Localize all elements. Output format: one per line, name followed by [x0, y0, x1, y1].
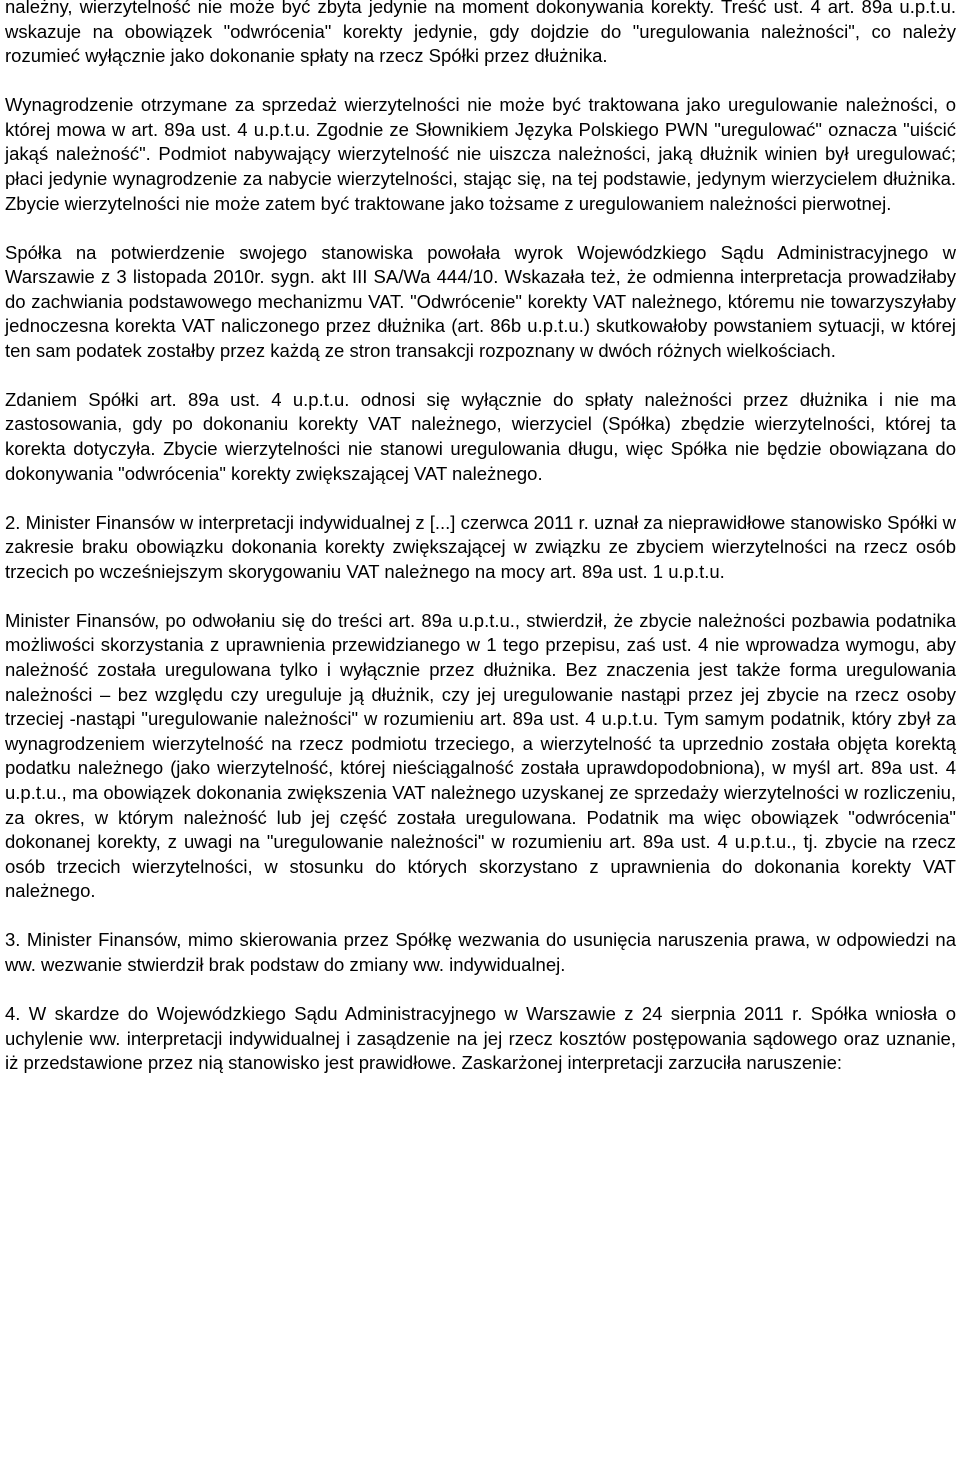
paragraph-4: Zdaniem Spółki art. 89a ust. 4 u.p.t.u. odnosi się wyłącznie do spłaty należności przez dłużnika i nie ma zastosowania, gdy po dokonaniu korekty VAT należnego, wierzyciel (Spółka) zbędzie wierzytelności, której ta korekta dotyczyła. Zbycie wierzytelności nie stanowi uregulowania długu, więc Spółka nie będzie obowiązana do dokonywania "odwrócenia" korekty zwiększającej VAT należnego.: [5, 388, 956, 484]
paragraph-5: 2. Minister Finansów w interpretacji indywidualnej z [...] czerwca 2011 r. uznał za nieprawidłowe stanowisko Spółki w zakresie braku obowiązku dokonania korekty zwiększającej w związku ze zbyciem wierzytelności na rzecz osób trzecich po wcześniejszym skorygowaniu VAT należnego na mocy art. 89a ust. 1 u.p.t.u.: [5, 511, 956, 582]
paragraph-8: 4. W skardze do Wojewódzkiego Sądu Administracyjnego w Warszawie z 24 sierpnia 2011 r. Spółka wniosła o uchylenie ww. interpretacji indywidualnej i zasądzenie na jej rzecz kosztów postępowania sądowego oraz uznanie, iż przedstawione przez nią stanowisko jest prawidłowe. Zaskarżonej interpretacji zarzuciła naruszenie:: [5, 1002, 956, 1074]
paragraph-6: Minister Finansów, po odwołaniu się do treści art. 89a u.p.t.u., stwierdził, że zbycie należności pozbawia podatnika możliwości skorzystania z uprawnienia przewidzianego w 1 tego przepisu, zaś ust. 4 nie wprowadza wymogu, aby należność została uregulowana tylko i wyłącznie przez dłużnika. Bez znaczenia jest także forma uregulowania należności – bez względu czy ureguluje ją dłużnik, czy jej uregulowanie nastąpi przez jej zbycie na rzecz osoby trzeciej -nastąpi "uregulowanie należności" w rozumieniu art. 89a ust. 4 u.p.t.u. Tym samym podatnik, który zbył za wynagrodzeniem wierzytelność na rzecz podmiotu trzeciego, a wierzytelność ta uprzednio została objęta korektą podatku należnego (jako wierzytelność, której nieściągalność została uprawdopodobniona), w myśl art. 89a ust. 4 u.p.t.u., ma obowiązek dokonania zwiększenia VAT należnego uzyskanej ze sprzedaży wierzytelności w rozliczeniu, za okres, w którym należność lub jej część została uregulowana. Podatnik ma więc obowiązek "odwrócenia" dokonanej korekty, z uwagi na "uregulowanie należności" w rozumieniu art. 89a ust. 4 u.p.t.u., tj. zbycie na rzecz osób trzecich wierzytelności, w stosunku do których skorzystano z uprawnienia do dokonania korekty VAT należnego.: [5, 609, 956, 902]
paragraph-2: Wynagrodzenie otrzymane za sprzedaż wierzytelności nie może być traktowana jako uregulowanie należności, o której mowa w art. 89a ust. 4 u.p.t.u. Zgodnie ze Słownikiem Języka Polskiego PWN "uregulować" oznacza "uiścić jakąś należność". Podmiot nabywający wierzytelność nie uiszcza należności, jaką dłużnik winien był uregulować; płaci jedynie wynagrodzenie za nabycie wierzytelności, stając się, na tej podstawie, jedynym wierzycielem dłużnika. Zbycie wierzytelności nie może zatem być traktowane jako tożsame z uregulowaniem należności pierwotnej.: [5, 94, 956, 214]
paragraph-7: 3. Minister Finansów, mimo skierowania przez Spółkę wezwania do usunięcia naruszenia prawa, w odpowiedzi na ww. wezwanie stwierdził brak podstaw do zmiany ww. indywidualnej.: [5, 929, 956, 975]
paragraph-3: Spółka na potwierdzenie swojego stanowiska powołała wyrok Wojewódzkiego Sądu Administracyjnego w Warszawie z 3 listopada 2010r. sygn. akt III SA/Wa 444/10. Wskazała też, że odmienna interpretacja prowadziłaby do zachwiania podstawowego mechanizmu VAT. "Odwrócenie" korekty VAT należnego, któremu nie towarzyszyłaby jednoczesna korekta VAT naliczonego przez dłużnika (art. 86b u.p.t.u.) skutkowałoby powstaniem sytuacji, w której ten sam podatek zostałby przez każdą ze stron transakcji rozpoznany w dwóch różnych wielkościach.: [5, 241, 956, 361]
paragraph-1: należny, wierzytelność nie może być zbyta jedynie na moment dokonywania korekty. Treść ust. 4 art. 89a u.p.t.u. wskazuje na obowiązek "odwrócenia" korekty jedynie, gdy dojdzie do "uregulowania należności", co należy rozumieć wyłącznie jako dokonanie spłaty na rzecz Spółki przez dłużnika.: [5, 0, 956, 67]
